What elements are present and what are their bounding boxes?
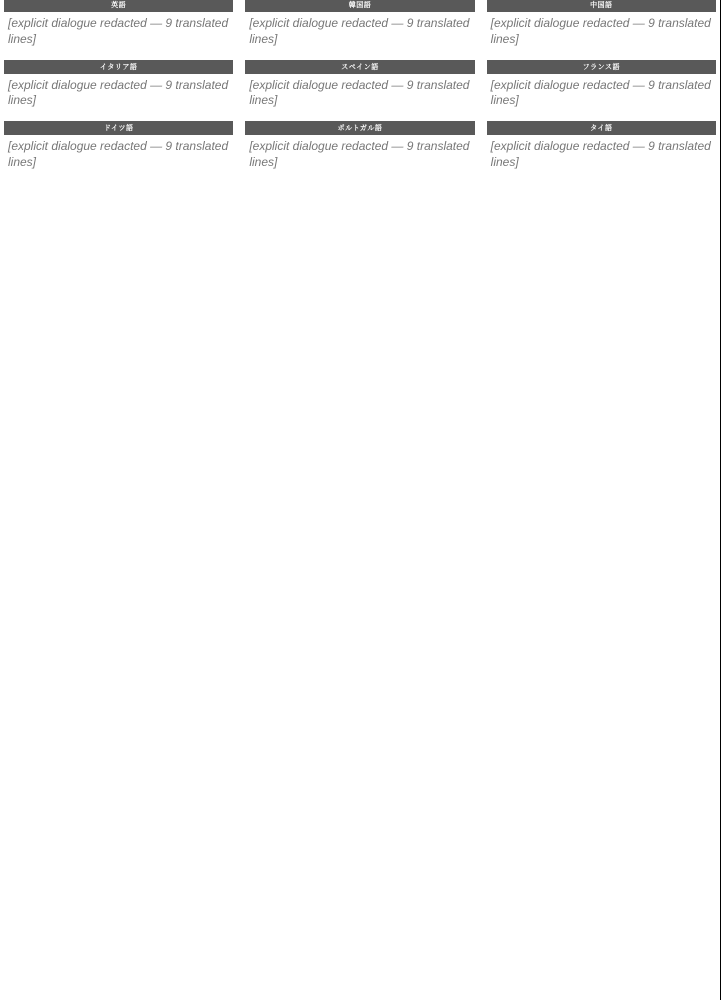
translation-text: [explicit dialogue redacted — 9 translated lines] [249,16,473,46]
language-header: ポルトガル語 [245,121,474,135]
translation-panel-korean [245,0,474,48]
translation-text: [explicit dialogue redacted — 9 translated lines] [8,139,232,170]
translation-panel-spanish [245,62,474,110]
translation-panel-thai [487,123,716,171]
translation-text: [explicit dialogue redacted — 9 translated lines] [8,16,232,46]
translation-text: [explicit dialogue redacted — 9 translated lines] [8,77,232,108]
translation-panel-italian [4,62,233,110]
translation-panel-english [4,0,233,48]
language-header: スペイン語 [245,60,474,74]
language-header: 中国語 [487,0,716,12]
language-header: 英語 [4,0,233,12]
language-header: 韓国語 [245,0,474,12]
translation-panel-french [487,62,716,110]
translation-text: [explicit dialogue redacted — 9 translated lines] [490,77,715,108]
translation-text: [explicit dialogue redacted — 9 translated lines] [490,139,715,170]
translation-panel-chinese [487,0,716,48]
translation-panel-portuguese [245,123,474,171]
translation-panel-german [4,123,233,171]
language-header: フランス語 [487,60,716,74]
translation-text: [explicit dialogue redacted — 9 translated lines] [249,77,473,108]
translation-text: [explicit dialogue redacted — 9 translated lines] [249,139,473,170]
language-header: イタリア語 [4,60,233,74]
language-header: ドイツ語 [4,121,233,135]
translation-text: [explicit dialogue redacted — 9 translated lines] [490,16,715,46]
language-header: タイ語 [487,121,716,135]
translation-grid [0,0,720,171]
